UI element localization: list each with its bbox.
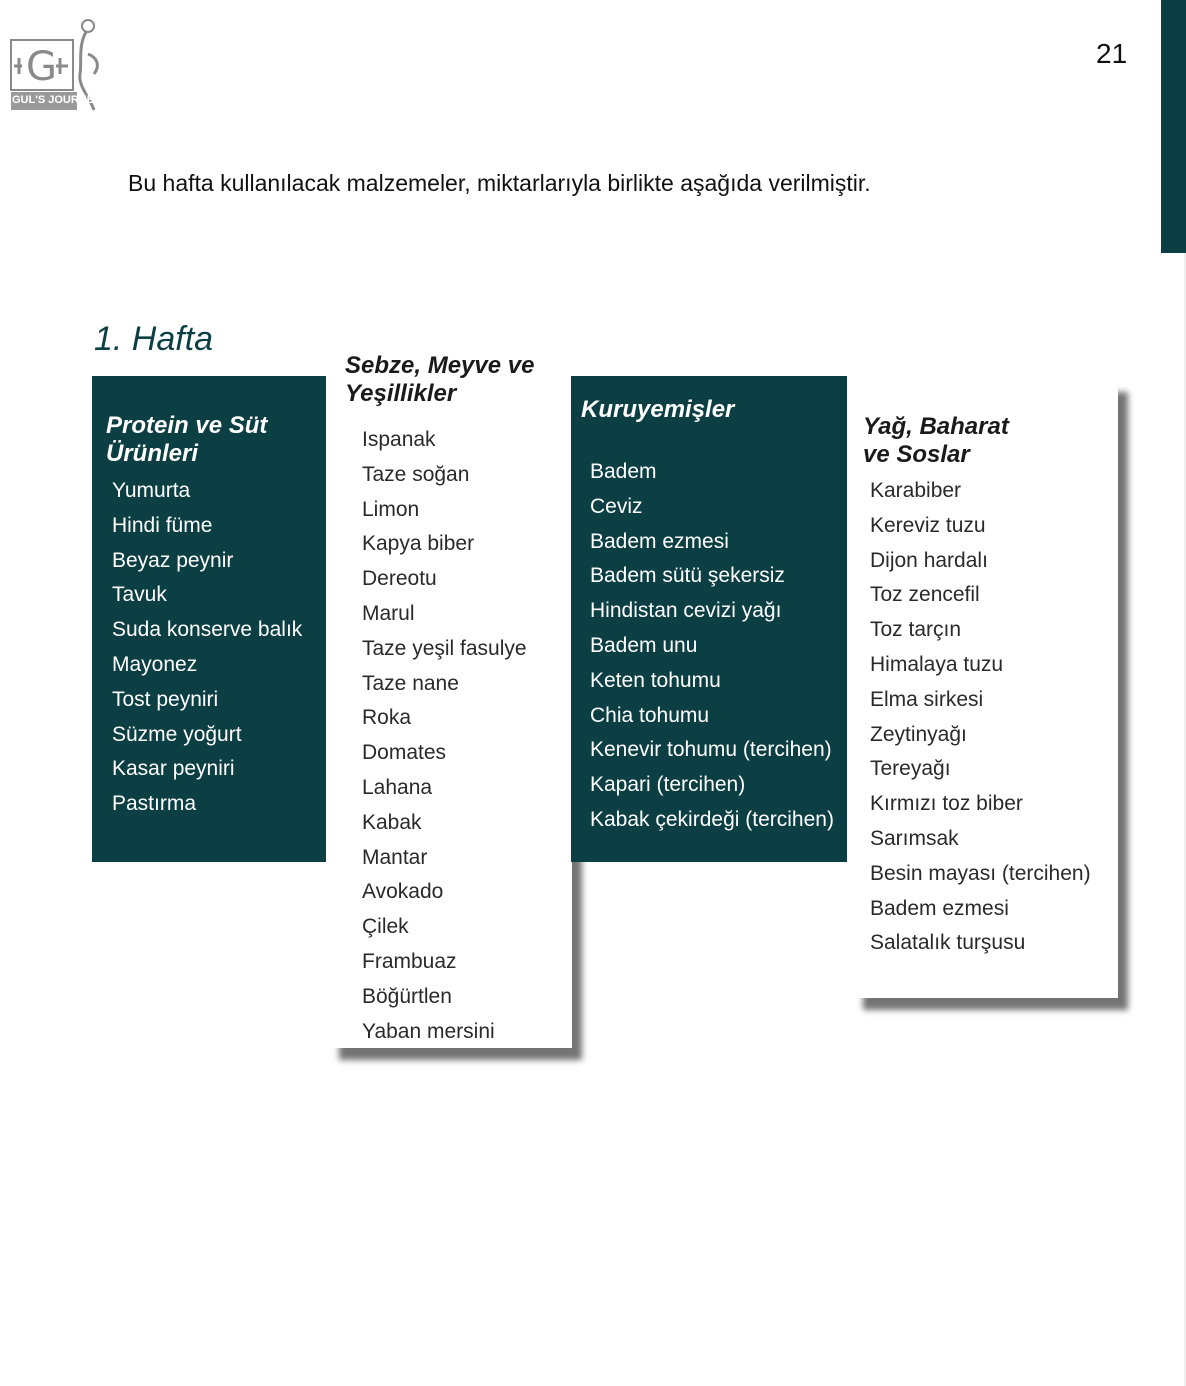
nuts-title-line: Kuruyemişler — [581, 396, 735, 423]
protein-dairy-title — [106, 412, 267, 468]
ingredient-item: Lahana — [362, 775, 433, 799]
ingredient-item: Taze yeşil fasulye — [362, 636, 527, 660]
ingredient-item: Keten tohumu — [590, 668, 721, 692]
ingredient-item: Mayonez — [112, 652, 198, 676]
vegetables-fruits-panel — [329, 372, 572, 1048]
page-number: 21 — [1096, 38, 1128, 69]
ingredient-item: Elma sirkesi — [870, 687, 984, 711]
ingredient-item: Tavuk — [112, 583, 167, 607]
ingredient-item: Zeytinyağı — [870, 722, 967, 746]
protein-dairy-title-line: Protein ve Süt — [106, 412, 268, 439]
ingredient-item: Salatalık turşusu — [870, 931, 1026, 955]
nuts-list — [590, 455, 834, 838]
ingredient-item: Ispanak — [362, 428, 436, 451]
ingredient-item: Badem ezmesi — [590, 529, 729, 553]
protein-dairy-panel — [92, 376, 326, 862]
vegetables-fruits-title — [345, 352, 534, 408]
ingredient-item: Karabiber — [870, 479, 962, 502]
svg-text:G: G — [26, 44, 57, 90]
ingredient-item: Badem unu — [590, 633, 698, 657]
ingredient-item: Ceviz — [590, 494, 643, 518]
ingredient-item: Mantar — [362, 845, 428, 869]
ingredient-item: Yaban mersini — [362, 1019, 495, 1043]
ingredient-item: Roka — [362, 706, 412, 730]
protein-dairy-title-line: Ürünleri — [106, 440, 199, 467]
ingredient-item: Avokado — [362, 880, 444, 904]
ingredient-item: Kereviz tuzu — [870, 513, 986, 537]
ingredient-item: Beyaz peynir — [112, 548, 234, 572]
logo-text: GUL'S JOURNEY — [12, 94, 102, 106]
oils-spices-list — [870, 474, 1091, 961]
ingredient-item: Domates — [362, 741, 447, 765]
ingredient-item: Çilek — [362, 915, 409, 939]
ingredient-item: Kabak — [362, 810, 422, 834]
ingredient-item: Dijon hardalı — [870, 548, 988, 572]
ingredient-item: Kabak çekirdeği (tercihen) — [590, 807, 834, 831]
guls-journey-logo-icon — [8, 14, 108, 114]
ingredient-item: Besin mayası (tercihen) — [870, 861, 1091, 885]
ingredient-item: Badem sütü şekersiz — [590, 564, 785, 588]
oils-spices-title — [863, 413, 1009, 469]
week-title: 1. Hafta — [94, 320, 214, 358]
ingredient-item: Pastırma — [112, 792, 197, 816]
vegetables-fruits-title-line: Yeşillikler — [345, 380, 457, 407]
ingredient-item: Taze soğan — [362, 462, 470, 486]
protein-dairy-list — [112, 474, 302, 822]
ingredient-item: Kasar peyniri — [112, 757, 235, 781]
oils-spices-panel — [853, 380, 1118, 998]
oils-spices-title-line: Yağ, Baharat — [863, 413, 1009, 440]
ingredient-item: Himalaya tuzu — [870, 652, 1004, 676]
ingredient-item: Marul — [362, 601, 415, 625]
oils-spices-title-line: ve Soslar — [863, 441, 970, 468]
ingredient-item: Toz tarçın — [870, 618, 962, 642]
ingredient-item: Yumurta — [112, 479, 191, 502]
ingredient-item: Kapari (tercihen) — [590, 773, 746, 797]
ingredient-item: Dereotu — [362, 567, 437, 591]
ingredient-item: Taze nane — [362, 671, 459, 695]
ingredient-item: Böğürtlen — [362, 984, 452, 1008]
ingredient-item: Frambuaz — [362, 949, 457, 973]
ingredient-item: Süzme yoğurt — [112, 722, 242, 746]
ingredient-item: Kenevir tohumu (tercihen) — [590, 738, 832, 762]
ingredient-item: Chia tohumu — [590, 703, 710, 727]
nuts-panel — [571, 376, 847, 862]
ingredient-item: Tost peyniri — [112, 687, 219, 711]
ingredient-item: Hindi füme — [112, 513, 213, 537]
side-accent-bar — [1161, 0, 1186, 253]
vegetables-fruits-title-line: Sebze, Meyve ve — [345, 352, 535, 379]
nuts-title — [581, 396, 734, 424]
intro-text: Bu hafta kullanılacak malzemeler, miktarlarıyla birlikte aşağıda verilmiştir. — [128, 170, 871, 196]
ingredient-item: Kırmızı toz biber — [870, 792, 1023, 816]
ingredient-item: Kapya biber — [362, 532, 475, 556]
ingredient-item: Toz zencefil — [870, 583, 980, 607]
ingredient-item: Suda konserve balık — [112, 618, 303, 642]
ingredient-item: Badem — [590, 460, 657, 483]
ingredient-item: Tereyağı — [870, 757, 951, 781]
ingredient-item: Badem ezmesi — [870, 896, 1009, 920]
ingredient-item: Sarımsak — [870, 826, 959, 850]
ingredient-item: Hindistan cevizi yağı — [590, 599, 782, 623]
ingredient-item: Limon — [362, 497, 420, 521]
vegetables-fruits-list — [362, 423, 527, 1049]
